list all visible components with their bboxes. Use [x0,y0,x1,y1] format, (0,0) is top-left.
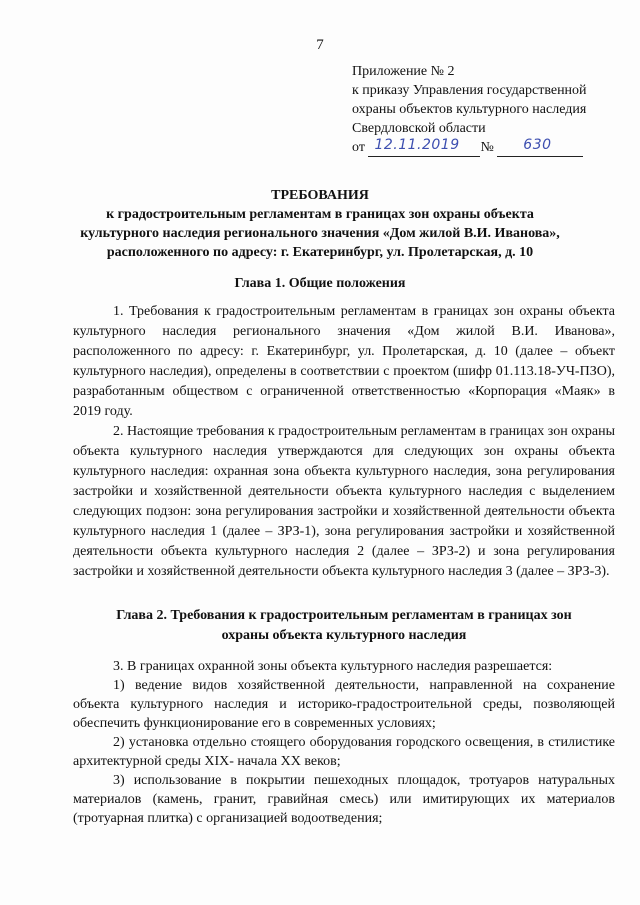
appendix-line: Свердловской области [352,121,486,136]
number-prefix: № [480,140,494,155]
appendix-block [352,62,637,157]
paragraph-2: 2. Настоящие требования к градостроительным регламентам в границах зон охраны объекта культурного наследия утверждаются для следующих зон охраны объекта культурного наследия: охранная зона объекта культурного наследия, зона регулирования застройки и хозяйственной деятельности объекта культурного наследия с выделением следующих подзон: зона регулирования застройки и хозяйственной деятельности объекта культурного наследия 1 (далее – ЗРЗ-1), зона регулирования застройки и хозяйственной деятельности объекта культурного наследия 2 (далее – ЗРЗ-2) и зона регулирования застройки и хозяйственной деятельности объекта культурного наследия 3 (далее – ЗРЗ-3). [73,424,615,579]
chapter-2-heading-line: охраны объекта культурного наследия [221,628,467,643]
handwritten-number: 630 [523,137,552,153]
date-prefix: от [352,140,365,155]
chapter-2-heading [73,606,615,646]
chapter-1-body [73,302,615,582]
list-item: 3) использование в покрытии пешеходных площадок, тротуаров натуральных материалов (камень, гранит, гравийная смесь) или имитирующих их материалов (тротуарная плитка) с организацией водоотведения; [73,773,615,826]
list-item: 2) установка отдельно стоящего оборудования городского освещения, в стилистике архитектурной среды XIX- начала XX веков; [73,735,615,769]
paragraph-3: 3. В границах охранной зоны объекта культурного наследия разрешается: [113,659,553,674]
title-line: расположенного по адресу: г. Екатеринбург, ул. Пролетарская, д. 10 [106,245,534,260]
appendix-line: Приложение № 2 [352,64,455,79]
page-number: 7 [316,37,324,53]
title-heading: ТРЕБОВАНИЯ [271,188,369,203]
chapter-2-body [73,657,615,828]
list-item: 1) ведение видов хозяйственной деятельности, направленной на сохранение объекта культурного наследия и историко-градостроительной среды, позволяющей обеспечить функционирование его в современных условиях; [73,678,615,731]
paragraph-1: 1. Требования к градостроительным регламентам в границах зон охраны объекта культурного наследия регионального значения «Дом жилой В.И. Иванова», расположенного по адресу: г. Екатеринбург, ул. Пролетарская, д. 10 (далее – объект культурного наследия), определены в соответствии с проектом (шифр 01.113.18-УЧ-ПЗО), разработанным обществом с ограниченной ответственностью «Корпорация «Маяк» в 2019 году. [73,304,615,419]
document-title [50,186,590,262]
number-underline [497,137,583,157]
appendix-line: к приказу Управления государственной [352,83,587,98]
appendix-date-number-line [352,138,637,157]
date-underline [368,137,480,157]
appendix-line: охраны объектов культурного наследия [352,102,587,117]
chapter-1-heading: Глава 1. Общие положения [234,276,406,291]
title-line: культурного наследия регионального значения «Дом жилой В.И. Иванова», [80,226,560,241]
title-line: к градостроительным регламентам в границах зон охраны объекта [106,207,534,222]
chapter-2-heading-line: Глава 2. Требования к градостроительным регламентам в границах зон [116,608,572,623]
handwritten-date: 12.11.2019 [374,137,460,153]
